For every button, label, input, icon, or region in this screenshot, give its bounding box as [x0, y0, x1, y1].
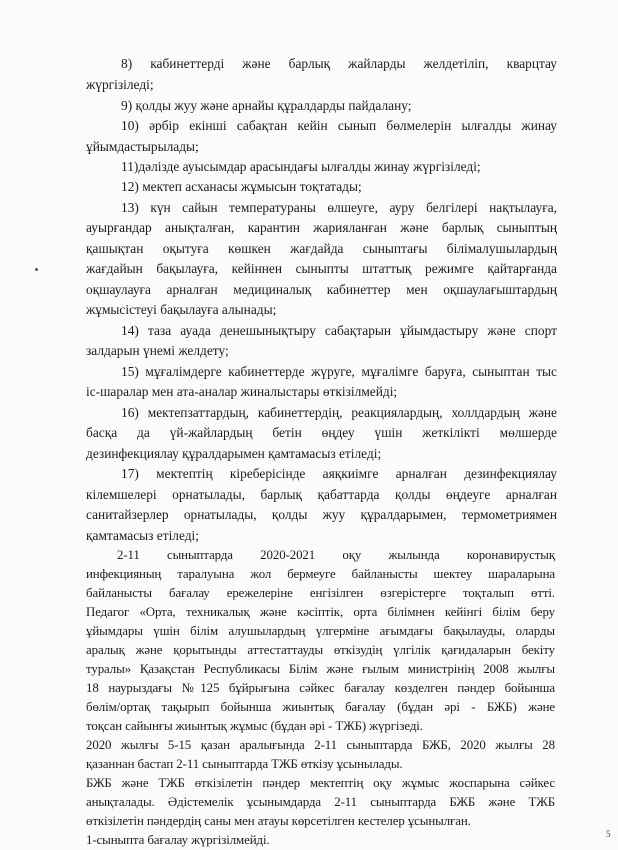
text-line: басқа да үй-жайлардың бетін өңдеу үшін жеткілікті мөлшерде	[86, 425, 557, 440]
text-line: 8) кабинеттерді және барлық жайларды желдетіліп, кварцтау	[121, 56, 557, 71]
text-line: аралық және қорытынды аттестаттауды өткізудің үлгілік қағидаларын бекіту	[86, 643, 555, 657]
text-line: 15) мұғалімдерге кабинеттерде жүруге, мұғалімге баруға, сыныптан тыс	[121, 364, 557, 379]
text-line: БЖБ және ТЖБ өткізілетін пәндер мектептің оқу жұмыс жоспарына сәйкес	[86, 776, 555, 790]
text-line: 9) қолды жуу және арнайы құралдарды пайдалану;	[121, 98, 412, 113]
text-line: туралы» Қазақстан Республикасы Білім және ғылым министрінің 2008 жылғы	[86, 662, 555, 676]
text-line: анықталады. Әдістемелік ұсынымдарда 2-11 сыныптарда БЖБ және ТЖБ	[86, 795, 555, 809]
scan-dot	[35, 268, 38, 271]
text-line: жұмысістеуі бақылауға алынады;	[86, 302, 277, 317]
text-line: өткізілетін пәндердің саны мен атауы көрсетілген кестелер ұсынылған.	[86, 814, 471, 828]
text-line: 1-сыныпта бағалау жүргізілмейді.	[86, 833, 270, 847]
text-line: 2-11 сыныптарда 2020-2021 оқу жылында коронавирустық	[117, 548, 555, 562]
text-line: 12) мектеп асханасы жұмысын тоқтатады;	[121, 179, 362, 194]
text-line: Педагог «Орта, техникалық және кәсіптік, орта білімнен кейінгі білім беру	[86, 605, 555, 619]
text-line: 18 наурыздағы №125 бұйрығына сәйкес бағалау көзделген пәндер бойынша	[86, 681, 555, 695]
text-line: 17) мектептің кіреберісінде аяқкиімге арналған дезинфекциялау	[121, 466, 557, 481]
text-line: инфекцияның таралуына жол бермеуге байланысты шектеу шараларына	[86, 567, 555, 581]
text-line: жүргізіледі;	[86, 77, 154, 92]
text-line: дезинфекциялау құралдарымен қамтамасыз етіледі;	[86, 446, 382, 461]
text-line: тоқсан сайынғы жиынтық жұмыс (бұдан әрі - ТЖБ) жүргізеді.	[86, 719, 423, 733]
text-line: 13) күн сайын температураны өлшеуге, ауру белгілері нақтылауға,	[121, 200, 557, 215]
text-line: бөлім/ортақ тақырып бойынша жиынтық бағалау (бұдан әрі - БЖБ) және	[86, 700, 555, 714]
text-line: 10) әрбір екінші сабақтан кейін сынып бөлмелерін ылғалды жинау	[121, 118, 557, 133]
text-line: 14) таза ауада денешынықтыру сабақтарын ұйымдастыру және спорт	[121, 323, 557, 338]
text-line: оқшаулауға арналған медициналық кабинеттер мен оқшаулағыштардың	[86, 282, 557, 297]
text-line: 16) мектепзаттардың, кабинеттердің, реакциялардың, холлдардың және	[121, 405, 557, 420]
text-line: жағдайын бақылауға, кейіннен сыныпты штаттық режимге қайтарғанда	[86, 261, 557, 276]
text-line: ұйымдастырылады;	[86, 139, 199, 154]
text-line: санитайзерлер орнатылады, қолды жуу құралдарымен, термометриямен	[86, 507, 557, 522]
text-line: залдарын үнемі желдету;	[86, 343, 229, 358]
text-line: 11)дәлізде ауысымдар арасындағы ылғалды жинау жүргізіледі;	[121, 159, 481, 174]
page-edge-mark: 5	[606, 829, 611, 839]
text-line: ұйымдары үшін білім алушылардың үлгерміне ағымдағы бақылауды, оларды	[86, 624, 555, 638]
text-line: 2020 жылғы 5-15 қазан аралығында 2-11 сыныптарда БЖБ, 2020 жылғы 28	[86, 738, 555, 752]
text-line: кілемшелері орнатылады, барлық қабаттарда қолды өңдеуге арналған	[86, 487, 557, 502]
text-line: қашықтан оқытуға көшкен жағдайда сыныптағы білімалушылардың	[86, 241, 557, 256]
text-line: іс-шаралар мен ата-аналар жиналыстары өткізілмейді;	[86, 384, 398, 399]
text-line: ауырғандар анықталған, карантин жарияланған және барлық сыныптың	[86, 220, 557, 235]
text-line: қамтамасыз етіледі;	[86, 528, 200, 543]
text-line: қазаннан бастап 2-11 сыныптарда ТЖБ өткізу ұсынылады.	[86, 757, 403, 771]
text-line: байланысты бағалау ережелеріне енгізілген өзгерістерге тоқталып өтті.	[86, 586, 555, 600]
